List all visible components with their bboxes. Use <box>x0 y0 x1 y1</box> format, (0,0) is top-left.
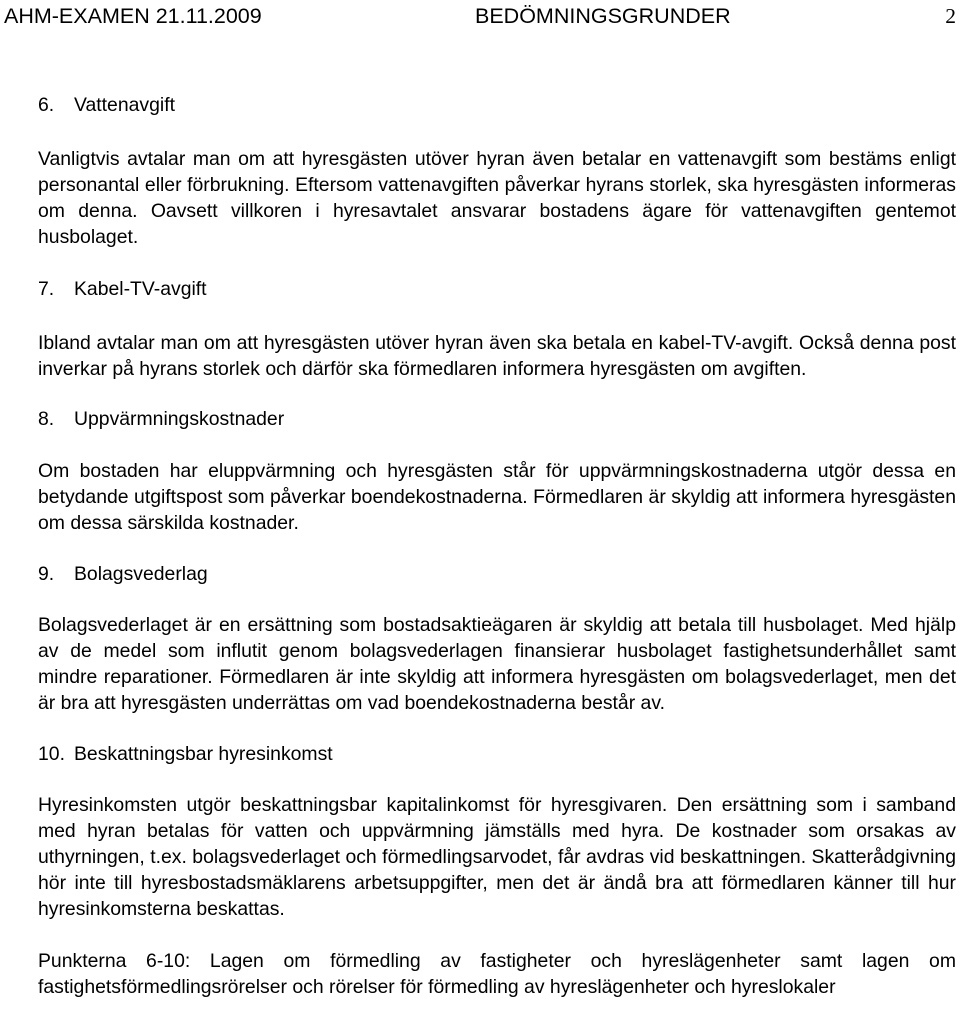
section-number: 6. <box>38 94 55 116</box>
section-body-9: Bolagsvederlaget är en ersättning som bostadsaktieägaren är skyldig att betala till husbolaget. Med hjälp av de medel som influtit genom bolagsvederlagen finansierar husbolaget fastighetsunderhållet samt mindre reparationer. Förmedlaren är inte skyldig att informera hyresgästen om bolagsvederlaget, men det är bra att hyresgästen underrättas om vad boendekostnaderna består av. <box>38 614 956 714</box>
section-heading-9 <box>38 561 956 587</box>
section-number: 8. <box>38 408 55 430</box>
section-body-10: Hyresinkomsten utgör beskattningsbar kapitalinkomst för hyresgivaren. Den ersättning som i samband med hyran betalas för vatten och uppvärmning jämställs med hyra. De kostnader som orsakas av uthyrningen, t.ex. bolagsvederlaget och förmedlingsarvodet, får avdras vid beskattningen. Skatterådgivning hör inte till hyresbostadsmäklarens arbetsuppgifter, men det är ändå bra att förmedlaren känner till hur hyresinkomsterna beskattas. <box>38 794 956 920</box>
legal-reference-paragraph: Punkterna 6-10: Lagen om förmedling av fastigheter och hyreslägenheter samt lagen om fastighetsförmedlingsrörelser och rörelser för förmedling av hyreslägenheter och hyreslokaler <box>38 950 956 998</box>
section-title: Bolagsvederlag <box>74 563 208 585</box>
document-body <box>38 92 956 1000</box>
section-title: Vattenavgift <box>74 94 175 116</box>
section-title: Beskattningsbar hyresinkomst <box>74 743 333 765</box>
section-heading-8 <box>38 406 956 432</box>
section-number: 7. <box>38 278 55 300</box>
header-section-title: BEDÖMNINGSGRUNDER <box>475 4 731 28</box>
section-body-7: Ibland avtalar man om att hyresgästen utöver hyran även ska betala en kabel-TV-avgift. Också denna post inverkar på hyrans storlek och därför ska förmedlaren informera hyresgästen om avgiften. <box>38 332 956 380</box>
section-number: 9. <box>38 563 55 585</box>
section-title: Uppvärmningskostnader <box>74 408 285 430</box>
section-body-6: Vanligtvis avtalar man om att hyresgästen utöver hyran även betalar en vattenavgift som bestäms enligt personantal eller förbrukning. Eftersom vattenavgiften påverkar hyrans storlek, ska hyresgästen informeras om denna. Oavsett villkoren i hyresavtalet ansvarar bostadens ägare för vattenavgiften gentemot husbolaget. <box>38 148 956 248</box>
header-exam-title: AHM-EXAMEN 21.11.2009 <box>4 4 262 28</box>
section-heading-6 <box>38 92 956 118</box>
section-number: 10. <box>38 743 65 765</box>
header-page-number: 2 <box>945 4 956 28</box>
section-heading-10 <box>38 741 956 767</box>
section-body-8: Om bostaden har eluppvärmning och hyresgästen står för uppvärmningskostnaderna utgör dessa en betydande utgiftspost som påverkar boendekostnaderna. Förmedlaren är skyldig att informera hyresgästen om dessa särskilda kostnader. <box>38 460 956 534</box>
section-title: Kabel-TV-avgift <box>74 278 207 300</box>
page-header <box>4 3 956 29</box>
section-heading-7 <box>38 276 956 302</box>
